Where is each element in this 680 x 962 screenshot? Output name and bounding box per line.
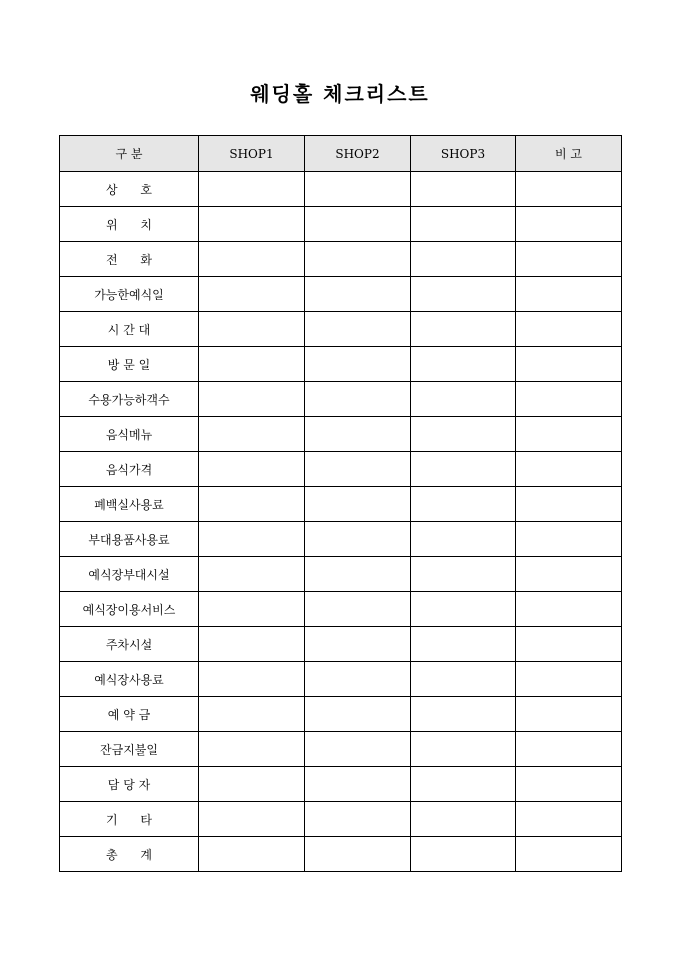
header-notes: 비 고 [516, 136, 622, 172]
table-row [60, 382, 622, 417]
table-row [60, 697, 622, 732]
shop3-cell[interactable] [411, 627, 516, 662]
row-label: 위 치 [60, 207, 199, 242]
shop3-cell[interactable] [411, 557, 516, 592]
notes-cell[interactable] [516, 277, 622, 312]
row-label: 음식메뉴 [60, 417, 199, 452]
header-category: 구 분 [60, 136, 199, 172]
table-row [60, 207, 622, 242]
table-row [60, 277, 622, 312]
shop3-cell[interactable] [411, 347, 516, 382]
table-row [60, 417, 622, 452]
table-row [60, 452, 622, 487]
notes-cell[interactable] [516, 452, 622, 487]
table-row [60, 487, 622, 522]
shop3-cell[interactable] [411, 487, 516, 522]
notes-cell[interactable] [516, 557, 622, 592]
shop2-cell[interactable] [305, 592, 411, 627]
shop1-cell[interactable] [199, 417, 305, 452]
row-label: 가능한예식일 [60, 277, 199, 312]
shop2-cell[interactable] [305, 662, 411, 697]
shop3-cell[interactable] [411, 522, 516, 557]
shop1-cell[interactable] [199, 557, 305, 592]
shop1-cell[interactable] [199, 837, 305, 872]
table-row [60, 767, 622, 802]
row-label: 상 호 [60, 172, 199, 207]
notes-cell[interactable] [516, 242, 622, 277]
shop2-cell[interactable] [305, 732, 411, 767]
notes-cell[interactable] [516, 417, 622, 452]
shop1-cell[interactable] [199, 627, 305, 662]
notes-cell[interactable] [516, 662, 622, 697]
checklist-table [59, 135, 622, 872]
shop2-cell[interactable] [305, 452, 411, 487]
row-label: 잔금지불일 [60, 732, 199, 767]
notes-cell[interactable] [516, 697, 622, 732]
row-label: 예식장이용서비스 [60, 592, 199, 627]
page-title: 웨딩홀 체크리스트 [250, 82, 430, 106]
notes-cell[interactable] [516, 767, 622, 802]
notes-cell[interactable] [516, 382, 622, 417]
shop3-cell[interactable] [411, 382, 516, 417]
shop3-cell[interactable] [411, 732, 516, 767]
table-row [60, 242, 622, 277]
table-row [60, 802, 622, 837]
row-label: 시 간 대 [60, 312, 199, 347]
row-label: 예식장사용료 [60, 662, 199, 697]
shop1-cell[interactable] [199, 382, 305, 417]
row-label: 기 타 [60, 802, 199, 837]
row-label: 전 화 [60, 242, 199, 277]
row-label: 부대용품사용료 [60, 522, 199, 557]
shop3-cell[interactable] [411, 207, 516, 242]
shop1-cell[interactable] [199, 277, 305, 312]
row-label: 주차시설 [60, 627, 199, 662]
shop2-cell[interactable] [305, 347, 411, 382]
notes-cell[interactable] [516, 347, 622, 382]
table-row [60, 837, 622, 872]
shop1-cell[interactable] [199, 242, 305, 277]
shop3-cell[interactable] [411, 417, 516, 452]
shop2-cell[interactable] [305, 417, 411, 452]
table-row [60, 522, 622, 557]
row-label: 방 문 일 [60, 347, 199, 382]
row-label: 수용가능하객수 [60, 382, 199, 417]
shop1-cell[interactable] [199, 347, 305, 382]
header-row [60, 136, 622, 172]
shop2-cell[interactable] [305, 277, 411, 312]
row-label: 폐백실사용료 [60, 487, 199, 522]
shop1-cell[interactable] [199, 522, 305, 557]
table-row [60, 662, 622, 697]
notes-cell[interactable] [516, 802, 622, 837]
shop1-cell[interactable] [199, 487, 305, 522]
shop1-cell[interactable] [199, 172, 305, 207]
table-row [60, 347, 622, 382]
table-row [60, 312, 622, 347]
shop2-cell[interactable] [305, 487, 411, 522]
shop2-cell[interactable] [305, 312, 411, 347]
shop1-cell[interactable] [199, 767, 305, 802]
shop3-cell[interactable] [411, 837, 516, 872]
shop1-cell[interactable] [199, 802, 305, 837]
notes-cell[interactable] [516, 837, 622, 872]
shop3-cell[interactable] [411, 242, 516, 277]
shop2-cell[interactable] [305, 172, 411, 207]
shop1-cell[interactable] [199, 592, 305, 627]
notes-cell[interactable] [516, 207, 622, 242]
notes-cell[interactable] [516, 312, 622, 347]
shop2-cell[interactable] [305, 802, 411, 837]
row-label: 담 당 자 [60, 767, 199, 802]
shop3-cell[interactable] [411, 662, 516, 697]
shop1-cell[interactable] [199, 732, 305, 767]
shop2-cell[interactable] [305, 627, 411, 662]
shop3-cell[interactable] [411, 312, 516, 347]
notes-cell[interactable] [516, 172, 622, 207]
table-row [60, 627, 622, 662]
shop2-cell[interactable] [305, 697, 411, 732]
shop3-cell[interactable] [411, 452, 516, 487]
table-row [60, 172, 622, 207]
table-row [60, 592, 622, 627]
shop3-cell[interactable] [411, 172, 516, 207]
header-shop2: SHOP2 [305, 136, 411, 172]
shop1-cell[interactable] [199, 662, 305, 697]
shop3-cell[interactable] [411, 767, 516, 802]
header-shop1: SHOP1 [199, 136, 305, 172]
shop1-cell[interactable] [199, 312, 305, 347]
shop2-cell[interactable] [305, 837, 411, 872]
shop1-cell[interactable] [199, 452, 305, 487]
shop1-cell[interactable] [199, 207, 305, 242]
shop1-cell[interactable] [199, 697, 305, 732]
shop3-cell[interactable] [411, 697, 516, 732]
notes-cell[interactable] [516, 592, 622, 627]
shop3-cell[interactable] [411, 592, 516, 627]
notes-cell[interactable] [516, 487, 622, 522]
notes-cell[interactable] [516, 627, 622, 662]
header-shop3: SHOP3 [411, 136, 516, 172]
row-label: 예 약 금 [60, 697, 199, 732]
shop3-cell[interactable] [411, 277, 516, 312]
shop2-cell[interactable] [305, 242, 411, 277]
table-row [60, 557, 622, 592]
shop2-cell[interactable] [305, 382, 411, 417]
row-label: 음식가격 [60, 452, 199, 487]
row-label: 총 계 [60, 837, 199, 872]
shop2-cell[interactable] [305, 767, 411, 802]
shop2-cell[interactable] [305, 207, 411, 242]
row-label: 예식장부대시설 [60, 557, 199, 592]
table-row [60, 732, 622, 767]
notes-cell[interactable] [516, 732, 622, 767]
notes-cell[interactable] [516, 522, 622, 557]
shop3-cell[interactable] [411, 802, 516, 837]
shop2-cell[interactable] [305, 557, 411, 592]
shop2-cell[interactable] [305, 522, 411, 557]
